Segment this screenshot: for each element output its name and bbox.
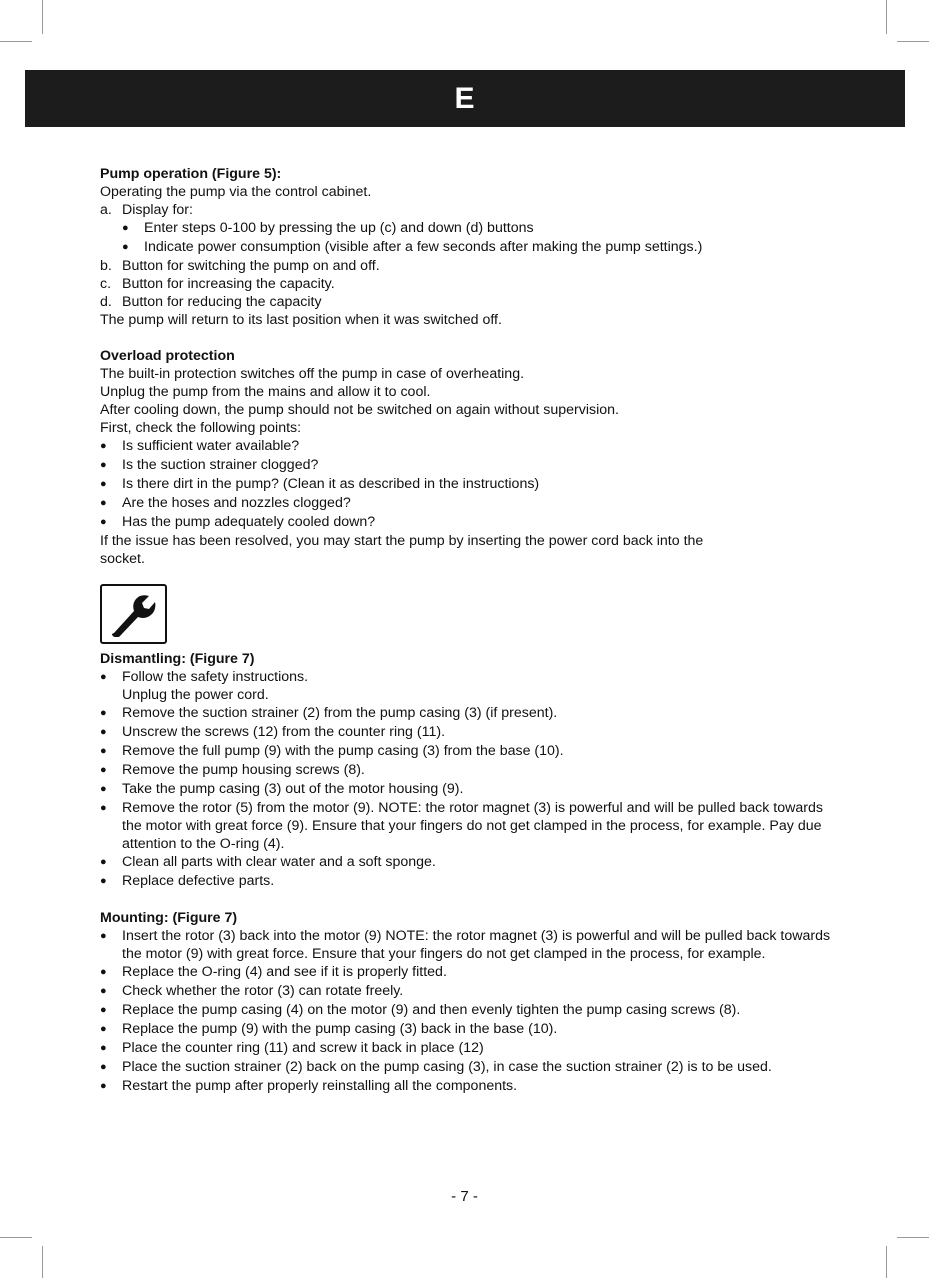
mounting-step bbox=[100, 1058, 840, 1077]
overload-title: Overload protection bbox=[100, 348, 235, 364]
list-item-text: Has the pump adequately cooled down? bbox=[122, 514, 376, 530]
dismantling-step bbox=[100, 799, 840, 853]
list-item-text: Is there dirt in the pump? (Clean it as described in the instructions) bbox=[122, 476, 540, 492]
list-item-text: Enter steps 0-100 by pressing the up (c) and down (d) buttons bbox=[144, 220, 534, 236]
dismantling-title: Dismantling: (Figure 7) bbox=[100, 651, 255, 667]
overload-check-item bbox=[100, 437, 840, 456]
dismantling-step bbox=[100, 704, 840, 723]
mounting-step bbox=[100, 927, 840, 963]
list-item-text: Is the suction strainer clogged? bbox=[122, 457, 319, 473]
crop-mark bbox=[42, 0, 43, 34]
list-item-text: Place the counter ring (11) and screw it back in place (12) bbox=[122, 1040, 484, 1056]
list-item-text: Remove the rotor (5) from the motor (9). NOTE: the rotor magnet (3) is powerful and will be pulled back towards the motor with great force (9). Ensure that your fingers do not get clamped in the process, for example. Pay due attention to the O-ring (4). bbox=[122, 800, 823, 852]
list-item-text: Is sufficient water available? bbox=[122, 438, 300, 454]
bullet-icon: ● bbox=[100, 671, 107, 683]
overload-line: The built-in protection switches off the pump in case of overheating. bbox=[100, 366, 525, 382]
mounting-title: Mounting: (Figure 7) bbox=[100, 910, 238, 926]
overload-outro: If the issue has been resolved, you may start the pump by inserting the power cord back into the bbox=[100, 533, 704, 549]
list-item-text: Restart the pump after properly reinstalling all the components. bbox=[122, 1078, 518, 1094]
mounting-step bbox=[100, 1020, 840, 1039]
list-item-text: Button for switching the pump on and off. bbox=[122, 258, 380, 274]
bullet-icon: ● bbox=[100, 783, 107, 795]
list-item-text: Remove the pump housing screws (8). bbox=[122, 762, 365, 778]
mounting-step bbox=[100, 1039, 840, 1058]
mounting-step bbox=[100, 963, 840, 982]
bullet-icon: ● bbox=[100, 1042, 107, 1054]
crop-mark bbox=[897, 41, 929, 42]
list-item-text: Unscrew the screws (12) from the counter ring (11). bbox=[122, 724, 446, 740]
overload-line: After cooling down, the pump should not be switched on again without supervision. bbox=[100, 402, 619, 418]
bullet-icon: ● bbox=[100, 707, 107, 719]
bullet-icon: ● bbox=[100, 440, 107, 452]
bullet-icon: ● bbox=[100, 1023, 107, 1035]
bullet-icon: ● bbox=[100, 516, 107, 528]
language-letter: E bbox=[454, 81, 476, 115]
bullet-icon: ● bbox=[100, 985, 107, 997]
bullet-icon: ● bbox=[100, 802, 107, 814]
bullet-icon: ● bbox=[100, 745, 107, 757]
list-item-text: Button for reducing the capacity bbox=[122, 294, 322, 310]
overload-check-item bbox=[100, 494, 840, 513]
bullet-icon: ● bbox=[100, 478, 107, 490]
list-item-text: Replace the pump casing (4) on the motor (9) and then evenly tighten the pump casing screws (8). bbox=[122, 1002, 741, 1018]
document-body bbox=[100, 165, 840, 1096]
crop-mark bbox=[886, 0, 887, 34]
list-item-text: Clean all parts with clear water and a soft sponge. bbox=[122, 854, 436, 870]
pump-operation-subitem bbox=[100, 219, 840, 238]
bullet-icon: ● bbox=[100, 1061, 107, 1073]
overload-check-item bbox=[100, 513, 840, 532]
crop-mark bbox=[42, 1246, 43, 1278]
list-item-text: Button for increasing the capacity. bbox=[122, 276, 335, 292]
list-item-text: Replace the O-ring (4) and see if it is properly fitted. bbox=[122, 964, 447, 980]
mounting-step bbox=[100, 1001, 840, 1020]
list-marker: a. bbox=[100, 202, 112, 218]
bullet-icon: ● bbox=[100, 497, 107, 509]
overload-check-item bbox=[100, 456, 840, 475]
page-number: - 7 - bbox=[451, 1188, 478, 1205]
bullet-icon: ● bbox=[100, 930, 107, 942]
pump-operation-item bbox=[100, 275, 840, 293]
dismantling-step bbox=[100, 872, 840, 891]
bullet-icon: ● bbox=[100, 726, 107, 738]
mounting-list bbox=[100, 927, 840, 1096]
dismantling-step bbox=[100, 668, 840, 704]
list-item-text: Remove the full pump (9) with the pump casing (3) from the base (10). bbox=[122, 743, 564, 759]
overload-line: First, check the following points: bbox=[100, 420, 302, 436]
list-item-text: Check whether the rotor (3) can rotate freely. bbox=[122, 983, 404, 999]
pump-operation-intro: Operating the pump via the control cabinet. bbox=[100, 184, 372, 200]
mounting-step bbox=[100, 1077, 840, 1096]
list-item-text: Remove the suction strainer (2) from the pump casing (3) (if present). bbox=[122, 705, 558, 721]
dismantling-step bbox=[100, 723, 840, 742]
dismantling-step bbox=[100, 853, 840, 872]
pump-operation-subitem bbox=[100, 238, 840, 257]
bullet-icon: ● bbox=[100, 966, 107, 978]
pump-operation-item bbox=[100, 293, 840, 311]
pump-operation-title: Pump operation (Figure 5): bbox=[100, 166, 282, 182]
overload-line: Unplug the pump from the mains and allow it to cool. bbox=[100, 384, 431, 400]
list-item-text: Display for: bbox=[122, 202, 193, 218]
overload-check-item bbox=[100, 475, 840, 494]
pump-operation-list bbox=[100, 201, 840, 311]
list-item-text: Take the pump casing (3) out of the motor housing (9). bbox=[122, 781, 464, 797]
dismantling-step bbox=[100, 780, 840, 799]
crop-mark bbox=[0, 41, 32, 42]
overload-checklist bbox=[100, 437, 840, 532]
bullet-icon: ● bbox=[100, 459, 107, 471]
list-item-text: Insert the rotor (3) back into the motor (9) NOTE: the rotor magnet (3) is powerful and will be pulled back towards the motor (9) with great force. Ensure that your fingers do not get clamped in the process, for example. bbox=[122, 928, 831, 962]
pump-operation-item bbox=[100, 257, 840, 275]
bullet-icon: ● bbox=[122, 222, 129, 234]
list-item-text: Replace defective parts. bbox=[122, 873, 275, 889]
dismantling-step bbox=[100, 742, 840, 761]
bullet-icon: ● bbox=[100, 856, 107, 868]
list-item-text: Are the hoses and nozzles clogged? bbox=[122, 495, 351, 511]
wrench-icon bbox=[100, 584, 167, 644]
pump-operation-item bbox=[100, 201, 840, 219]
list-marker: b. bbox=[100, 258, 112, 274]
list-marker: c. bbox=[100, 276, 112, 292]
crop-mark bbox=[886, 1246, 887, 1278]
dismantling-step bbox=[100, 761, 840, 780]
bullet-icon: ● bbox=[122, 241, 129, 253]
bullet-icon: ● bbox=[100, 1080, 107, 1092]
dismantling-list bbox=[100, 668, 840, 891]
list-item-text: Place the suction strainer (2) back on the pump casing (3), in case the suction strainer (2) is to be used. bbox=[122, 1059, 772, 1075]
crop-mark bbox=[897, 1237, 929, 1238]
mounting-step bbox=[100, 982, 840, 1001]
list-marker: d. bbox=[100, 294, 112, 310]
pump-operation-outro: The pump will return to its last position when it was switched off. bbox=[100, 312, 502, 328]
list-item-text: Replace the pump (9) with the pump casing (3) back in the base (10). bbox=[122, 1021, 558, 1037]
crop-mark bbox=[0, 1237, 32, 1238]
bullet-icon: ● bbox=[100, 764, 107, 776]
list-item-text: Follow the safety instructions. Unplug the power cord. bbox=[122, 669, 309, 703]
language-header-bar bbox=[25, 70, 905, 127]
list-item-text: Indicate power consumption (visible after a few seconds after making the pump settings.) bbox=[144, 239, 703, 255]
bullet-icon: ● bbox=[100, 1004, 107, 1016]
overload-outro-continued: socket. bbox=[100, 551, 145, 567]
bullet-icon: ● bbox=[100, 875, 107, 887]
